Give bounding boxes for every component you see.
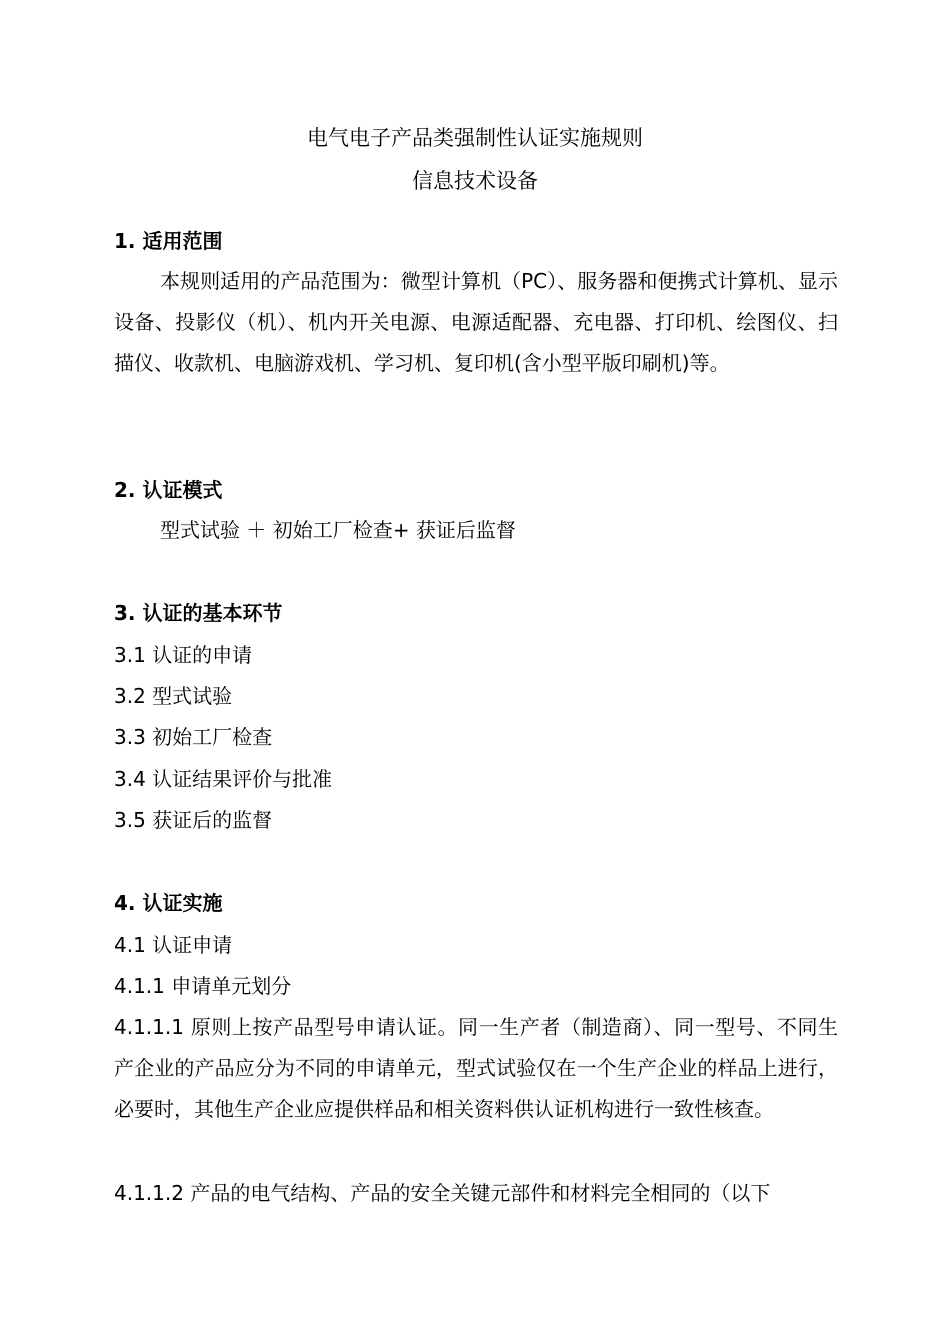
document-title: 电气电子产品类强制性认证实施规则 [307,126,643,150]
section-1-heading: 1. 适用范围 [114,229,223,253]
section-3-item: 3.4 认证结果评价与批准 [114,767,333,791]
section-3-item: 3.3 初始工厂检查 [114,725,273,749]
section-4-1-1-heading: 4.1.1 申请单元划分 [114,974,292,998]
section-4-1-1-1-paragraph: 4.1.1.1 原则上按产品型号申请认证。同一生产者（制造商）、同一型号、不同生产企业的产品应分为不同的申请单元，型式试验仅在一个生产企业的样品上进行，必要时，其他生产企业应提供样品和相关资料供认证机构进行一致性核查。 [114,1015,838,1121]
section-1-body: 本规则适用的产品范围为：微型计算机（PC）、服务器和便携式计算机、显示设备、投影仪（机）、机内开关电源、电源适配器、充电器、打印机、绘图仪、扫描仪、收款机、电脑游戏机、学习机、复印机(含小型平版印刷机)等。 [114,269,838,375]
section-4-1-heading: 4.1 认证申请 [114,933,233,957]
section-3-item: 3.2 型式试验 [114,684,233,708]
section-3-item: 3.1 认证的申请 [114,643,253,667]
section-3-item: 3.5 获证后的监督 [114,808,273,832]
section-3-heading: 3. 认证的基本环节 [114,601,283,625]
section-2-heading: 2. 认证模式 [114,478,223,502]
document-subtitle: 信息技术设备 [412,169,538,193]
section-4-heading: 4. 认证实施 [114,891,223,915]
section-4-1-1-2-paragraph: 4.1.1.2 产品的电气结构、产品的安全关键元部件和材料完全相同的（以下 [114,1181,771,1205]
section-2-body: 型式试验 ＋ 初始工厂检查+ 获证后监督 [160,518,516,542]
